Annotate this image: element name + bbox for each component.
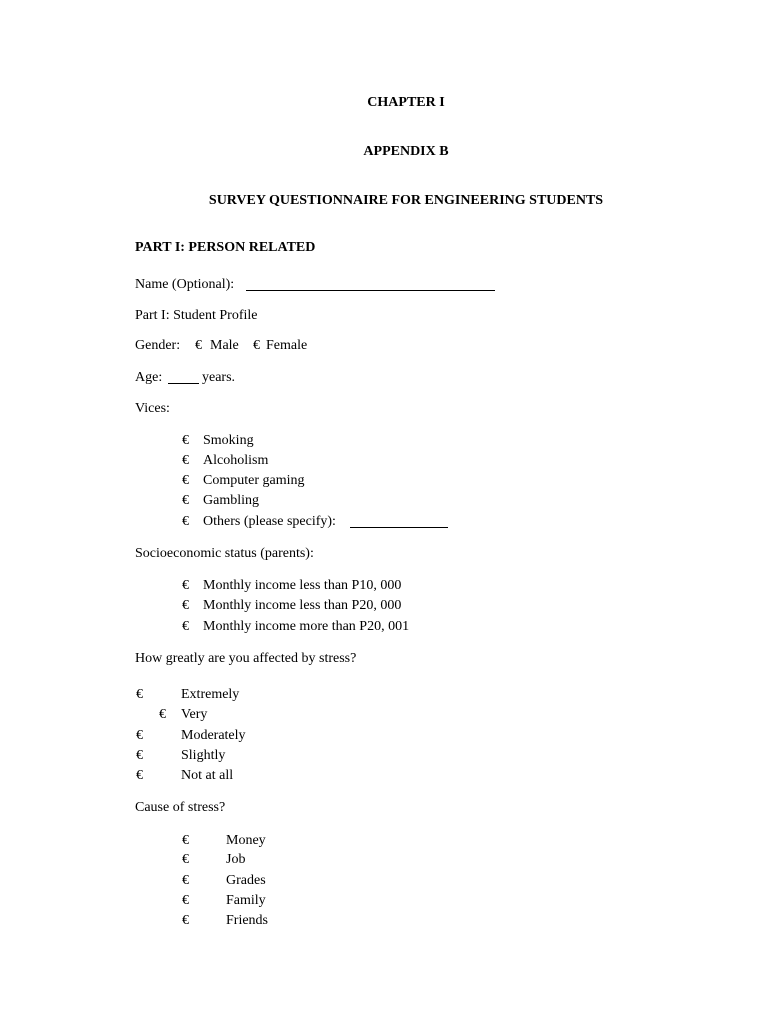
- gender-option-female: Female: [266, 338, 308, 353]
- checkbox-icon[interactable]: €: [182, 473, 189, 488]
- age-label: Age:: [135, 370, 163, 385]
- cause-question: Cause of stress?: [135, 800, 226, 815]
- cause-option: Money: [226, 833, 266, 848]
- checkbox-icon[interactable]: €: [182, 873, 189, 888]
- checkbox-icon[interactable]: €: [195, 338, 202, 353]
- chapter-heading: CHAPTER I: [367, 95, 445, 110]
- vice-option: Smoking: [203, 433, 254, 448]
- socio-option: Monthly income less than P20, 000: [203, 598, 402, 613]
- checkbox-icon[interactable]: €: [136, 748, 143, 763]
- appendix-heading: APPENDIX B: [363, 144, 449, 159]
- cause-option: Family: [226, 893, 266, 908]
- stress-option: Not at all: [181, 768, 234, 783]
- checkbox-icon[interactable]: €: [253, 338, 260, 353]
- vice-option: Computer gaming: [203, 473, 305, 488]
- vice-option: Gambling: [203, 493, 259, 508]
- vice-option: Others (please specify):: [203, 514, 336, 529]
- checkbox-icon[interactable]: €: [182, 578, 189, 593]
- cause-option: Friends: [226, 913, 268, 928]
- checkbox-icon[interactable]: €: [182, 453, 189, 468]
- stress-option: Extremely: [181, 687, 240, 702]
- stress-option: Moderately: [181, 728, 246, 743]
- checkbox-icon[interactable]: €: [182, 598, 189, 613]
- socio-label: Socioeconomic status (parents):: [135, 546, 314, 561]
- name-field[interactable]: [246, 290, 495, 291]
- gender-option-male: Male: [210, 338, 239, 353]
- part-heading: PART I: PERSON RELATED: [135, 240, 316, 255]
- socio-option: Monthly income less than P10, 000: [203, 578, 402, 593]
- checkbox-icon[interactable]: €: [182, 619, 189, 634]
- profile-label: Part I: Student Profile: [135, 308, 258, 323]
- stress-option: Slightly: [181, 748, 226, 763]
- checkbox-icon[interactable]: €: [182, 833, 189, 848]
- name-label: Name (Optional):: [135, 277, 235, 292]
- stress-question: How greatly are you affected by stress?: [135, 651, 357, 666]
- checkbox-icon[interactable]: €: [136, 687, 143, 702]
- checkbox-icon[interactable]: €: [182, 433, 189, 448]
- others-specify-field[interactable]: [350, 527, 448, 528]
- survey-title: SURVEY QUESTIONNAIRE FOR ENGINEERING STUDENTS: [208, 193, 604, 208]
- vices-label: Vices:: [135, 401, 170, 416]
- checkbox-icon[interactable]: €: [136, 728, 143, 743]
- checkbox-icon[interactable]: €: [182, 493, 189, 508]
- checkbox-icon[interactable]: €: [182, 893, 189, 908]
- stress-option: Very: [181, 707, 208, 722]
- cause-option: Job: [226, 852, 246, 867]
- checkbox-icon[interactable]: €: [159, 707, 166, 722]
- cause-option: Grades: [226, 873, 266, 888]
- checkbox-icon[interactable]: €: [182, 852, 189, 867]
- checkbox-icon[interactable]: €: [182, 913, 189, 928]
- gender-label: Gender:: [135, 338, 181, 353]
- checkbox-icon[interactable]: €: [136, 768, 143, 783]
- socio-option: Monthly income more than P20, 001: [203, 619, 410, 634]
- age-field[interactable]: [168, 383, 199, 384]
- checkbox-icon[interactable]: €: [182, 514, 189, 529]
- vice-option: Alcoholism: [203, 453, 269, 468]
- age-suffix: years.: [202, 370, 236, 385]
